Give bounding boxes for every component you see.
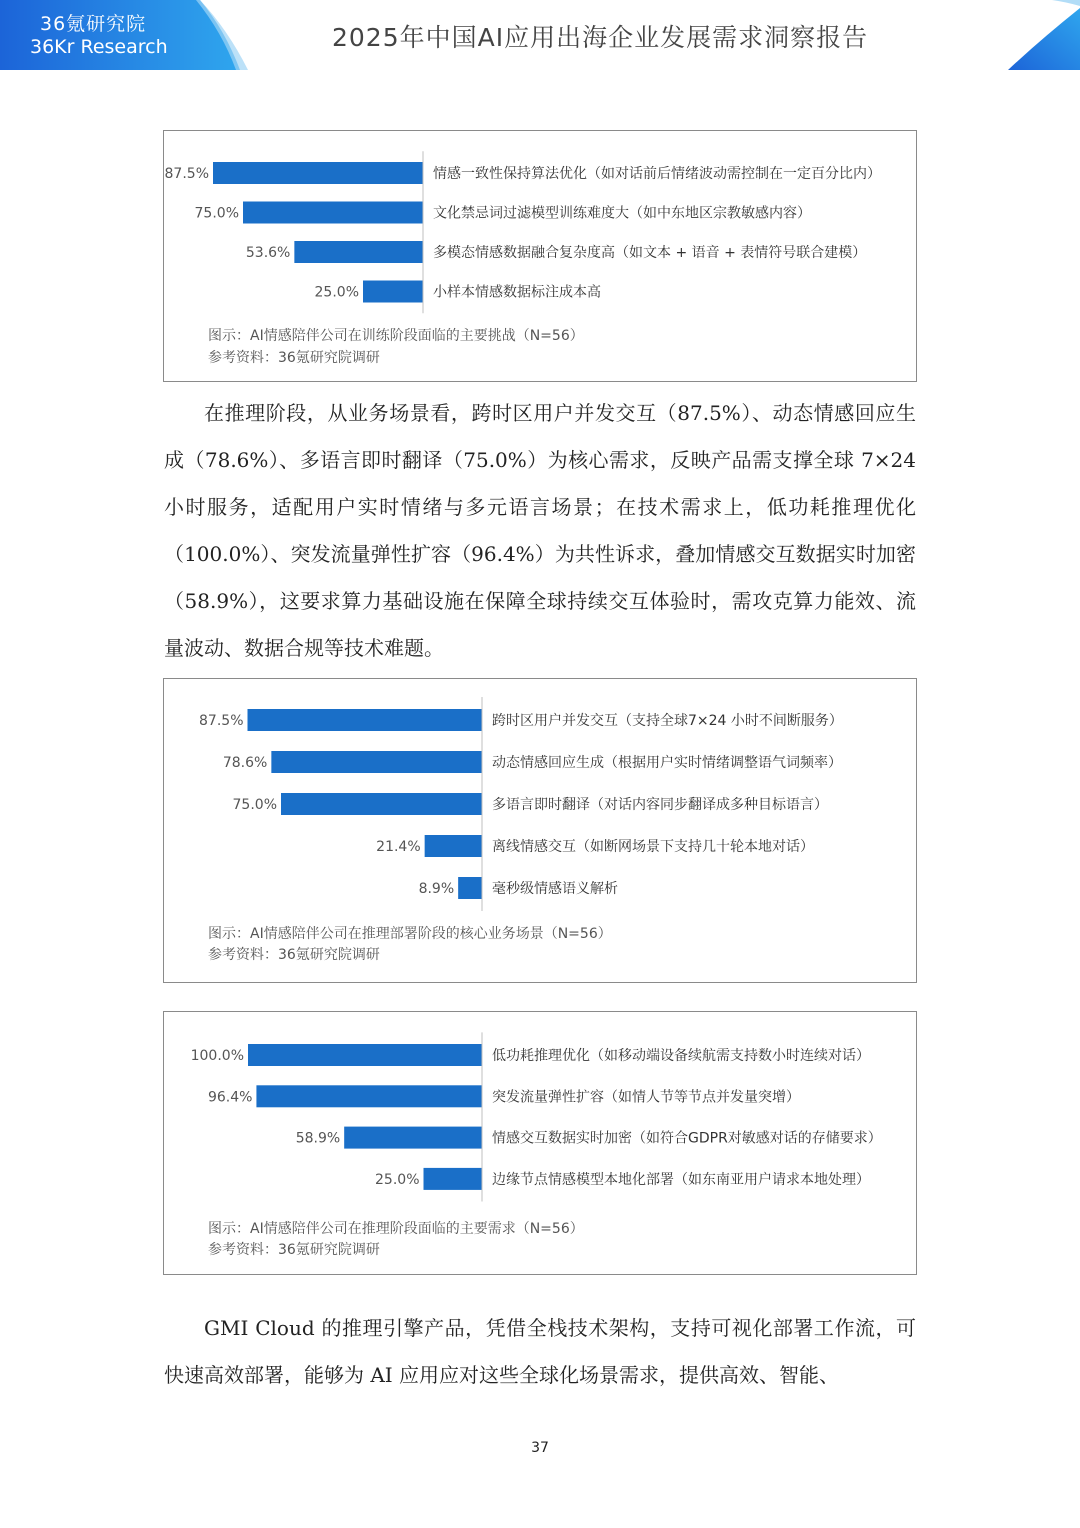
brand-name-zh: 36氪研究院 [40,13,147,35]
body-paragraph-gmi-cloud: GMI Cloud 的推理引擎产品，凭借全栈技术架构，支持可视化部署工作流，可快速高效部署，能够为 AI 应用应对这些全球化场景需求，提供高效、智能、 [164,1316,916,1387]
bar-2 [344,1127,482,1149]
bar-value-label: 25.0% [314,284,359,301]
bar-3 [424,1168,483,1190]
bar-category-label: 多模态情感数据融合复杂度高（如文本 + 语音 + 表情符号联合建模） [433,245,867,261]
chart-source: 参考资料：36氪研究院调研 [208,1242,380,1258]
bar-0 [213,162,423,184]
bar-category-label: 动态情感回应生成（根据用户实时情绪调整语气词频率） [492,755,842,771]
bar-value-label: 87.5% [164,166,209,182]
bar-value-label: 78.6% [222,755,268,771]
page-number: 37 [531,1440,549,1456]
bar-value-label: 53.6% [245,245,291,261]
bar-value-label: 75.0% [232,797,277,813]
chart-training-challenges [163,130,917,382]
chart-inference-requirements [163,1011,917,1275]
brand-name-en: 36Kr Research [30,36,168,58]
bar-category-label: 低功耗推理优化（如移动端设备续航需支持数小时连续对话） [492,1048,870,1064]
bar-value-label: 58.9% [295,1130,341,1147]
bar-0 [248,1044,482,1066]
report-title: 2025年中国AI应用出海企业发展需求洞察报告 [332,23,869,52]
bar-0 [248,709,483,731]
chart-caption: 图示：AI情感陪伴公司在推理部署阶段的核心业务场景（N=56） [208,926,612,942]
bar-value-label: 25.0% [375,1171,420,1188]
bar-2 [294,241,423,263]
chart-source: 参考资料：36氪研究院调研 [208,350,380,366]
bar-value-label: 100.0% [190,1048,244,1064]
bar-category-label: 小样本情感数据标注成本高 [433,284,601,301]
bar-value-label: 75.0% [194,205,239,222]
bar-2 [281,793,482,815]
bar-value-label: 96.4% [207,1089,253,1106]
bar-category-label: 边缘节点情感模型本地化部署（如东南亚用户请求本地处理） [492,1171,870,1188]
bar-3 [363,281,423,303]
chart-caption: 图示：AI情感陪伴公司在训练阶段面临的主要挑战（N=56） [208,328,584,344]
bar-value-label: 87.5% [199,713,244,729]
bar-category-label: 跨时区用户并发交互（支持全球7×24 小时不间断服务） [492,713,843,729]
bar-category-label: 情感交互数据实时加密（如符合GDPR对敏感对话的存储要求） [492,1130,882,1147]
bar-1 [256,1085,482,1107]
bar-4 [458,877,482,899]
bar-category-label: 文化禁忌词过滤模型训练难度大（如中东地区宗教敏感内容） [433,205,811,222]
bar-category-label: 突发流量弹性扩容（如情人节等节点并发量突增） [492,1089,800,1106]
body-paragraph-inference: 在推理阶段，从业务场景看，跨时区用户并发交互（87.5%）、动态情感回应生成（78.6%）、多语言即时翻译（75.0%）为核心需求，反映产品需支撑全球 7×24 小时服务，适配用户实时情绪与多元语言场景；在技术需求上，低功耗推理优化（100.0%）、突发流量弹性扩容（96.4%）为共性诉求，叠加情感交互数据实时加密（58.9%），这要求算力基础设施在保障全球持续交互体验时，需攻克算力能效、流量波动、数据合规等技术难题。 [164,401,916,660]
bar-category-label: 情感一致性保持算法优化（如对话前后情绪波动需控制在一定百分比内） [433,166,881,182]
bar-category-label: 毫秒级情感语义解析 [492,881,618,897]
bar-1 [271,751,482,773]
bar-value-label: 21.4% [376,839,421,855]
bar-category-label: 离线情感交互（如断网场景下支持几十轮本地对话） [492,839,814,855]
chart-inference-scenarios [163,678,917,983]
bar-value-label: 8.9% [418,881,455,897]
chart-caption: 图示：AI情感陪伴公司在推理阶段面临的主要需求（N=56） [208,1221,584,1237]
corner-decoration [1000,0,1080,70]
page-header [0,0,1080,70]
bar-1 [243,202,423,224]
bar-3 [425,835,482,857]
bar-category-label: 多语言即时翻译（对话内容同步翻译成多种目标语言） [492,797,828,813]
chart-source: 参考资料：36氪研究院调研 [208,947,380,963]
